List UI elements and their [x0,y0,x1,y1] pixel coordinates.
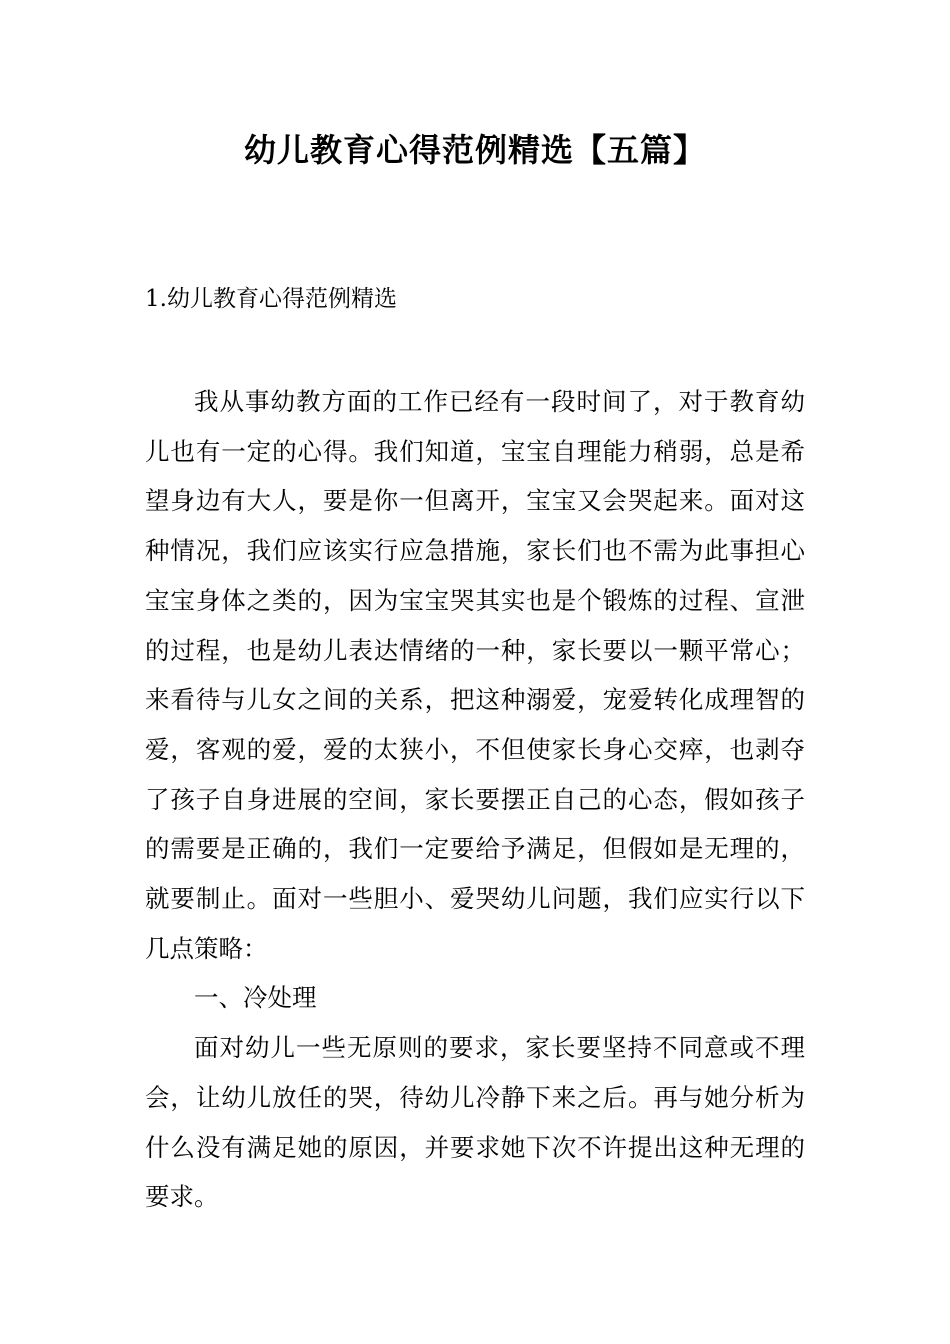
section-heading: 1.幼儿教育心得范例精选 [145,286,397,312]
document-title: 幼儿教育心得范例精选【五篇】 [243,131,706,169]
body-paragraph: 我从事幼教方面的工作已经有一段时间了，对于教育幼儿也有一定的心得。我们知道，宝宝自理能力稍弱，总是希望身边有大人，要是你一但离开，宝宝又会哭起来。面对这种情况，我们应该实行应急措施，家长们也不需为此事担心宝宝身体之类的，因为宝宝哭其实也是个锻炼的过程、宣泄的过程，也是幼儿表达情绪的一种，家长要以一颗平常心；来看待与儿女之间的关系，把这种溺爱，宠爱转化成理智的爱，客观的爱，爱的太狭小，不但使家长身心交瘁，也剥夺了孩子自身进展的空间，家长要摆正自己的心态，假如孩子的需要是正确的，我们一定要给予满足，但假如是无理的，就要制止。面对一些胆小、爱哭幼儿问题，我们应实行以下几点策略： [145,387,805,963]
document-body [145,377,805,1222]
body-paragraph: 面对幼儿一些无原则的要求，家长要坚持不同意或不理会，让幼儿放任的哭，待幼儿冷静下来之后。再与她分析为什么没有满足她的原因，并要求她下次不许提出这种无理的要求。 [145,1033,805,1212]
subsection-heading: 一、冷处理 [194,983,317,1013]
